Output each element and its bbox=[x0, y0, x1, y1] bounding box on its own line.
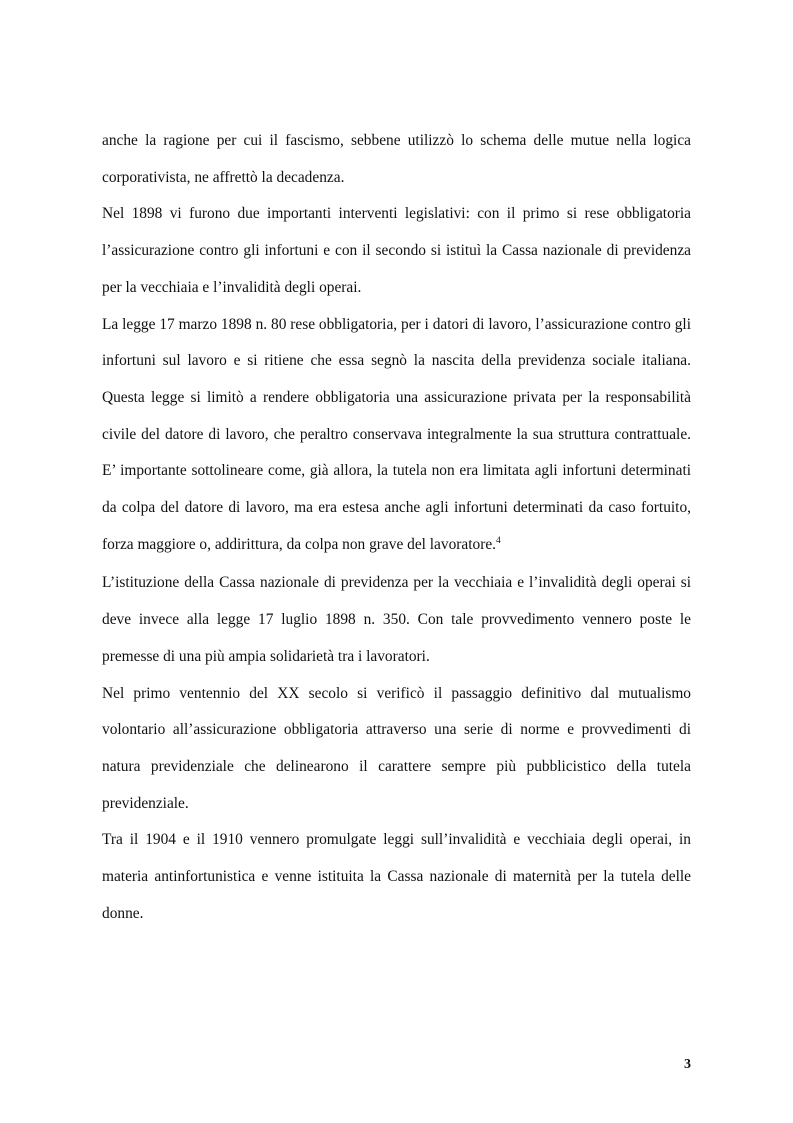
paragraph: L’istituzione della Cassa nazionale di previdenza per la vecchiaia e l’invalidità degli operai si deve invece alla legge 17 luglio 1898 n. 350. Con tale provvedimento vennero poste le premesse di una più ampia solidarietà tra i lavoratori. bbox=[102, 574, 691, 665]
body-text bbox=[102, 123, 691, 932]
paragraph bbox=[102, 307, 691, 566]
paragraph: Nel primo ventennio del XX secolo si verificò il passaggio definitivo dal mutualismo volontario all’assicurazione obbligatoria attraverso una serie di norme e provvedimenti di natura previdenziale che delinearono il carattere sempre più pubblicistico della tutela previdenziale. bbox=[102, 684, 691, 812]
paragraph: Tra il 1904 e il 1910 vennero promulgate leggi sull’invalidità e vecchiaia degli operai, in materia antinfortunistica e venne istituita la Cassa nazionale di maternità per la tutela delle donne. bbox=[102, 831, 691, 922]
paragraph-text: La legge 17 marzo 1898 n. 80 rese obbligatoria, per i datori di lavoro, l’assicurazione contro gli infortuni sul lavoro e si ritiene che essa segnò la nascita della previdenza sociale italiana. Questa legge si limitò a rendere obbligatoria una assicurazione privata per la responsabilità civile del datore di lavoro, che peraltro conservava integralmente la sua struttura contrattuale. E’ importante sottolineare come, già allora, la tutela non era limitata agli infortuni determinati da colpa del datore di lavoro, ma era estesa anche agli infortuni determinati da caso fortuito, forza maggiore o, addirittura, da colpa non grave del lavoratore. bbox=[102, 315, 691, 553]
paragraph: Nel 1898 vi furono due importanti interventi legislativi: con il primo si rese obbligatoria l’assicurazione contro gli infortuni e con il secondo si istituì la Cassa nazionale di previdenza per la vecchiaia e l’invalidità degli operai. bbox=[102, 205, 691, 296]
page-number: 3 bbox=[684, 1057, 691, 1072]
footnote-reference[interactable]: 4 bbox=[496, 535, 501, 546]
paragraph: anche la ragione per cui il fascismo, sebbene utilizzò lo schema delle mutue nella logica corporativista, ne affrettò la decadenza. bbox=[102, 132, 691, 186]
